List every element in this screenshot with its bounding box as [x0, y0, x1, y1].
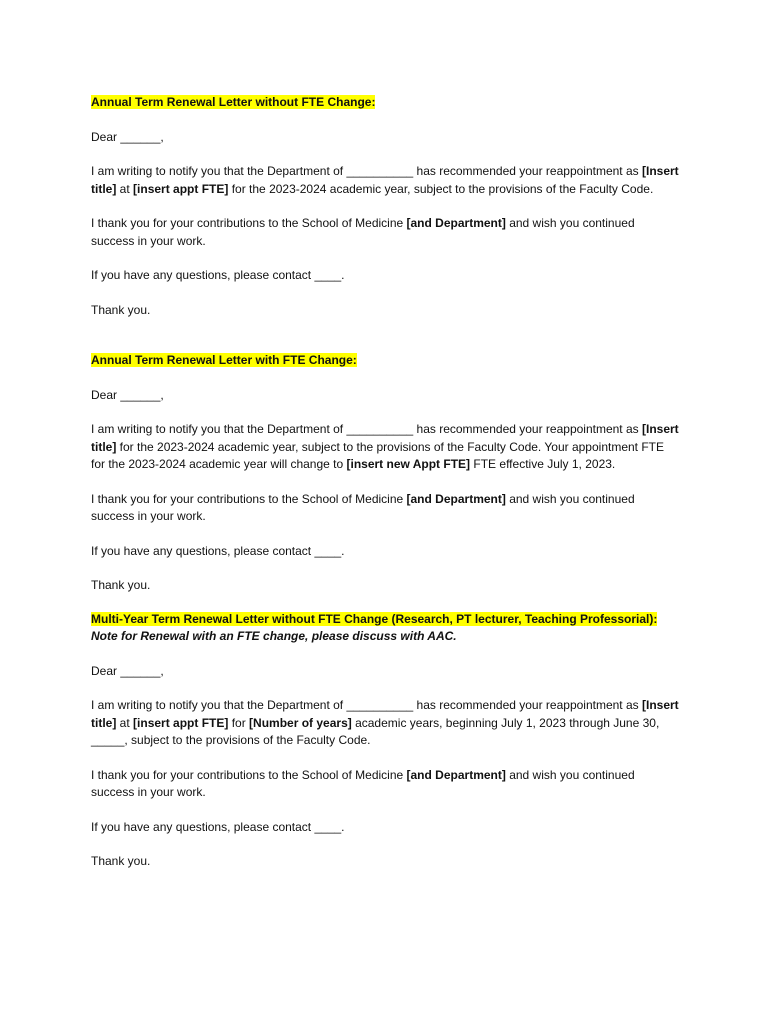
section-heading: Multi-Year Term Renewal Letter without FTE Change (Research, PT lecturer, Teaching Professorial): [91, 611, 658, 626]
letter-templates-document [91, 94, 681, 871]
paragraph-contact: If you have any questions, please contact ____. [91, 268, 345, 282]
section-annual-no-fte [91, 94, 681, 319]
closing: Thank you. [91, 854, 151, 868]
paragraph-notification: I am writing to notify you that the Department of __________ has recommended your reappointment as [Insert title] at [insert appt FTE] for [Number of years] academic years, beginning July 1, 2023 through June 30, _____, subject to the provisions of the Faculty Code. [91, 698, 679, 747]
closing: Thank you. [91, 302, 151, 317]
paragraph-notification: I am writing to notify you that the Department of __________ has recommended your reappointment as [Insert title] for the 2023-2024 academic year, subject to the provisions of the Faculty Code. Your appointment FTE for the 2023-2024 academic year will change to [insert new Appt FTE] FTE effective July 1, 2023. [91, 422, 679, 471]
section-multi-year-no-fte [91, 611, 681, 871]
section-heading: Annual Term Renewal Letter without FTE Change: [91, 95, 376, 109]
section-note: Note for Renewal with an FTE change, please discuss with AAC. [91, 629, 457, 643]
paragraph-thanks: I thank you for your contributions to the School of Medicine [and Department] and wish you continued success in your work. [91, 216, 635, 248]
section-heading: Annual Term Renewal Letter with FTE Change: [91, 353, 357, 367]
paragraph-contact: If you have any questions, please contact ____. [91, 543, 345, 558]
paragraph-thanks: I thank you for your contributions to the School of Medicine [and Department] and wish you continued success in your work. [91, 491, 635, 523]
salutation: Dear ______, [91, 663, 164, 678]
section-annual-with-fte [91, 352, 681, 595]
paragraph-thanks: I thank you for your contributions to the School of Medicine [and Department] and wish you continued success in your work. [91, 767, 635, 799]
salutation: Dear ______, [91, 387, 164, 402]
closing: Thank you. [91, 578, 151, 592]
salutation: Dear ______, [91, 129, 164, 144]
paragraph-contact: If you have any questions, please contact ____. [91, 819, 345, 834]
paragraph-notification: I am writing to notify you that the Department of __________ has recommended your reappointment as [Insert title] at [insert appt FTE] for the 2023-2024 academic year, subject to the provisions of the Faculty Code. [91, 164, 679, 196]
